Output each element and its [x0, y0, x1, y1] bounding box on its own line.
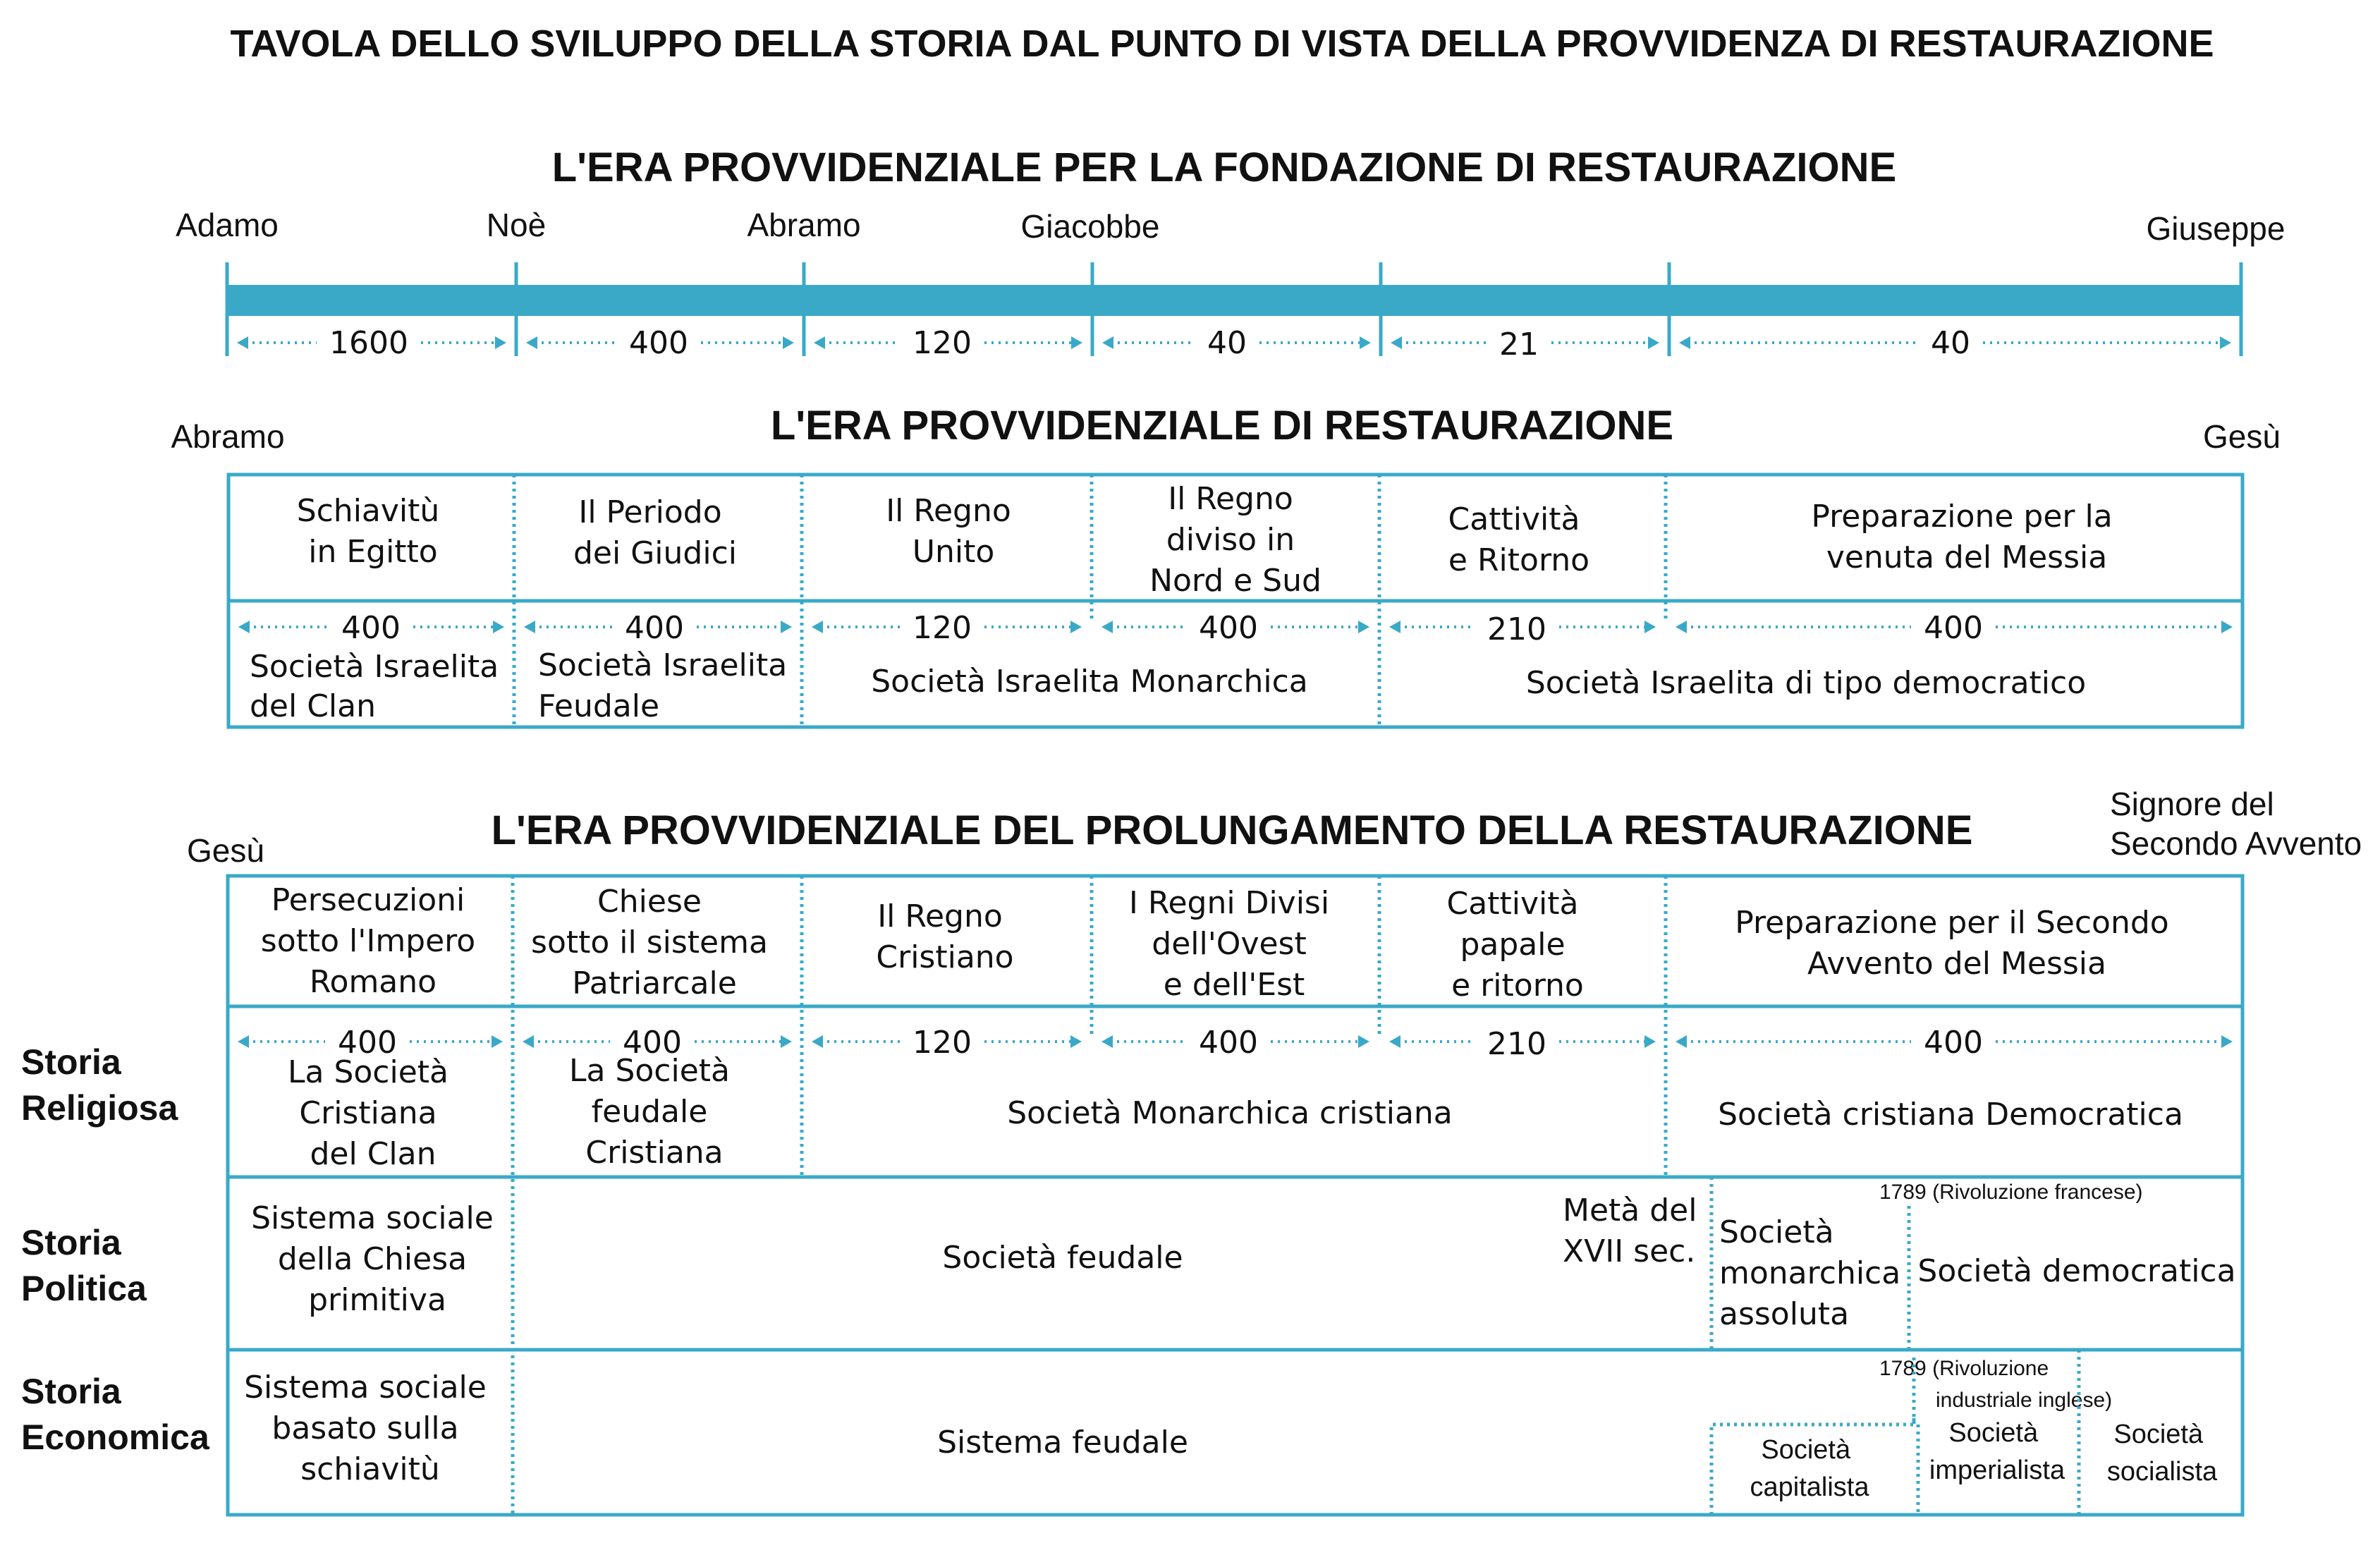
political-democratic-society: Società democratica [1917, 1253, 2236, 1289]
span-arrow-left-head [523, 1035, 534, 1048]
span-arrow-left-head [1391, 336, 1402, 349]
foundation-timeline-bar [226, 285, 2242, 316]
span-value: 120 [913, 610, 972, 646]
society-israelite-monarchic: Società Israelita Monarchica [871, 664, 1308, 700]
span-arrow [238, 610, 504, 646]
span-arrow-left-head [524, 621, 535, 633]
span-arrow [1676, 610, 2233, 646]
foundation-spans [237, 325, 2231, 362]
economic-socialist-society: Società socialista [2106, 1420, 2218, 1487]
span-value: 120 [913, 1025, 972, 1061]
period-judges: Il Periodo dei Giudici [573, 494, 737, 571]
period-divided-kingdom: Il Regno diviso in Nord e Sud [1149, 481, 1322, 599]
span-arrow [1679, 325, 2231, 361]
span-arrow [237, 325, 506, 361]
span-arrow [1389, 611, 1656, 647]
row-label-religious: Storia Religiosa [21, 1042, 178, 1128]
span-arrow-right-head [1070, 1035, 1082, 1048]
span-arrow-right-head [781, 621, 792, 633]
society-israelite-feudal: Società Israelita Feudale [538, 647, 788, 724]
span-value: 40 [1931, 325, 1970, 361]
span-value: 400 [1199, 1025, 1258, 1061]
span-arrow-left-head [238, 621, 250, 633]
span-arrow-left-head [814, 336, 825, 349]
span-arrow-left-head [1101, 1035, 1113, 1048]
span-arrow-right-head [1358, 1035, 1369, 1048]
period-patriarchal-churches: Chiese sotto il sistema Patriarcale [531, 884, 768, 1001]
span-value: 400 [1199, 610, 1258, 646]
span-arrow [1102, 325, 1371, 361]
political-absolute-monarchy: Società monarchica assoluta [1719, 1214, 1901, 1332]
span-value: 400 [623, 1025, 682, 1061]
economic-imperialist-society: Società imperialista [1929, 1418, 2065, 1485]
figure-abramo: Abramo [747, 207, 861, 243]
span-arrow [524, 610, 792, 646]
span-arrow [1389, 1026, 1656, 1062]
figure-noe: Noè [486, 207, 547, 243]
span-arrow [1101, 1025, 1369, 1061]
span-value: 21 [1499, 327, 1539, 362]
period-slavery-egypt: Schiavitù in Egitto [296, 493, 440, 570]
prolongation-start: Gesù [187, 832, 264, 869]
span-arrow-right-head [781, 1035, 792, 1048]
span-arrow-left-head [1102, 336, 1113, 349]
span-arrow-right-head [1358, 621, 1369, 633]
span-arrow-left-head [1676, 621, 1687, 633]
span-arrow [812, 1025, 1082, 1061]
main-title: TAVOLA DELLO SVILUPPO DELLA STORIA DAL PUNTO DI VISTA DELLA PROVVIDENZA DI RESTAURAZIONE [230, 23, 2214, 65]
restoration-title: L'ERA PROVVIDENZIALE DI RESTAURAZIONE [770, 403, 1674, 449]
prolongation-section [21, 786, 2362, 1515]
span-value: 40 [1207, 325, 1247, 361]
row-label-political: Storia Politica [21, 1223, 147, 1308]
economic-feudal-system: Sistema feudale [937, 1425, 1188, 1460]
span-value: 400 [1924, 1025, 1983, 1061]
span-value: 120 [913, 325, 972, 361]
period-roman-persecution: Persecuzioni sotto l'Impero Romano [260, 882, 476, 1000]
span-value: 400 [629, 325, 688, 361]
prolongation-spans [238, 1025, 2233, 1062]
society-israelite-democratic: Società Israelita di tipo democratico [1525, 665, 2087, 701]
span-arrow-left-head [1101, 621, 1113, 633]
span-value: 400 [1924, 610, 1983, 646]
span-arrow [814, 325, 1082, 361]
foundation-section [176, 145, 2285, 362]
span-value: 1600 [329, 325, 408, 361]
span-arrow-right-head [2221, 621, 2233, 633]
period-messiah-preparation: Preparazione per la venuta del Messia [1811, 499, 2113, 575]
political-french-revolution-note: 1789 (Rivoluzione francese) [1879, 1181, 2143, 1204]
span-arrow-left-head [1389, 621, 1400, 633]
economic-industrial-revolution-note: 1789 (Rivoluzione industriale inglese) [1879, 1357, 2113, 1412]
religious-christian-monarchic: Società Monarchica cristiana [1007, 1095, 1453, 1131]
religious-christian-clan: La Società Cristiana del Clan [287, 1054, 449, 1172]
foundation-title: L'ERA PROVVIDENZIALE PER LA FONDAZIONE DI RESTAURAZIONE [551, 145, 1897, 190]
figure-giuseppe: Giuseppe [2146, 210, 2286, 247]
economic-slavery-system: Sistema sociale basato sulla schiavitù [244, 1370, 487, 1487]
span-arrow-right-head [1644, 1035, 1656, 1048]
span-arrow-right-head [1071, 336, 1082, 349]
span-arrow-right-head [1070, 621, 1082, 633]
span-arrow-left-head [237, 336, 248, 349]
prolongation-title: L'ERA PROVVIDENZIALE DEL PROLUNGAMENTO DELLA RESTAURAZIONE [491, 807, 1973, 853]
span-arrow [812, 610, 1082, 646]
span-arrow [1391, 327, 1659, 362]
period-papal-captivity: Cattività papale e ritorno [1446, 886, 1584, 1004]
row-label-economic: Storia Economica [21, 1372, 209, 1457]
span-arrow-right-head [2220, 336, 2231, 349]
span-arrow-right-head [492, 1035, 503, 1048]
restoration-end: Gesù [2203, 418, 2281, 455]
span-arrow-right-head [1360, 336, 1371, 349]
span-arrow-right-head [1648, 336, 1659, 349]
period-captivity-return: Cattività e Ritorno [1448, 501, 1590, 578]
span-arrow-left-head [238, 1035, 249, 1048]
span-value: 210 [1487, 611, 1546, 647]
prolongation-end: Signore del Secondo Avvento [2110, 786, 2362, 862]
figure-adamo: Adamo [176, 207, 279, 243]
economic-capitalist-society: Società capitalista [1750, 1435, 1869, 1502]
religious-christian-feudal: La Società feudale Cristiana [568, 1053, 731, 1171]
span-arrow-left-head [812, 621, 823, 633]
span-arrow-left-head [1676, 1035, 1687, 1048]
span-arrow-left-head [526, 336, 537, 349]
span-arrow-right-head [2221, 1035, 2233, 1048]
span-arrow-left-head [812, 1035, 823, 1048]
span-value: 400 [338, 1025, 397, 1061]
span-arrow [1676, 1025, 2233, 1061]
political-feudal-society: Società feudale [942, 1240, 1183, 1276]
span-value: 400 [625, 610, 684, 646]
period-united-kingdom: Il Regno Unito [886, 493, 1011, 570]
period-divided-kingdoms: I Regni Divisi dell'Ovest e dell'Est [1128, 885, 1330, 1003]
span-arrow-right-head [493, 621, 504, 633]
figure-giacobbe: Giacobbe [1020, 208, 1160, 245]
span-arrow-right-head [783, 336, 794, 349]
span-value: 400 [341, 610, 401, 646]
span-arrow-right-head [495, 336, 506, 349]
span-value: 210 [1487, 1026, 1546, 1062]
period-second-advent-preparation: Preparazione per il Secondo Avvento del Messia [1735, 905, 2169, 982]
span-arrow-right-head [1644, 621, 1656, 633]
society-israelite-clan: Società Israelita del Clan [250, 649, 499, 724]
political-mid-17th-century: Metà del XVII sec. [1563, 1193, 1697, 1269]
span-arrow-left-head [1389, 1035, 1400, 1048]
span-arrow [1101, 610, 1369, 646]
restoration-section [171, 403, 2281, 727]
restoration-spans [238, 610, 2233, 647]
restoration-start: Abramo [171, 418, 285, 455]
period-christian-kingdom: Il Regno Cristiano [876, 898, 1014, 975]
religious-christian-democratic: Società cristiana Democratica [1718, 1097, 2183, 1133]
political-primitive-church: Sistema sociale della Chiesa primitiva [251, 1200, 494, 1318]
span-arrow-left-head [1679, 336, 1690, 349]
span-arrow [526, 325, 794, 361]
